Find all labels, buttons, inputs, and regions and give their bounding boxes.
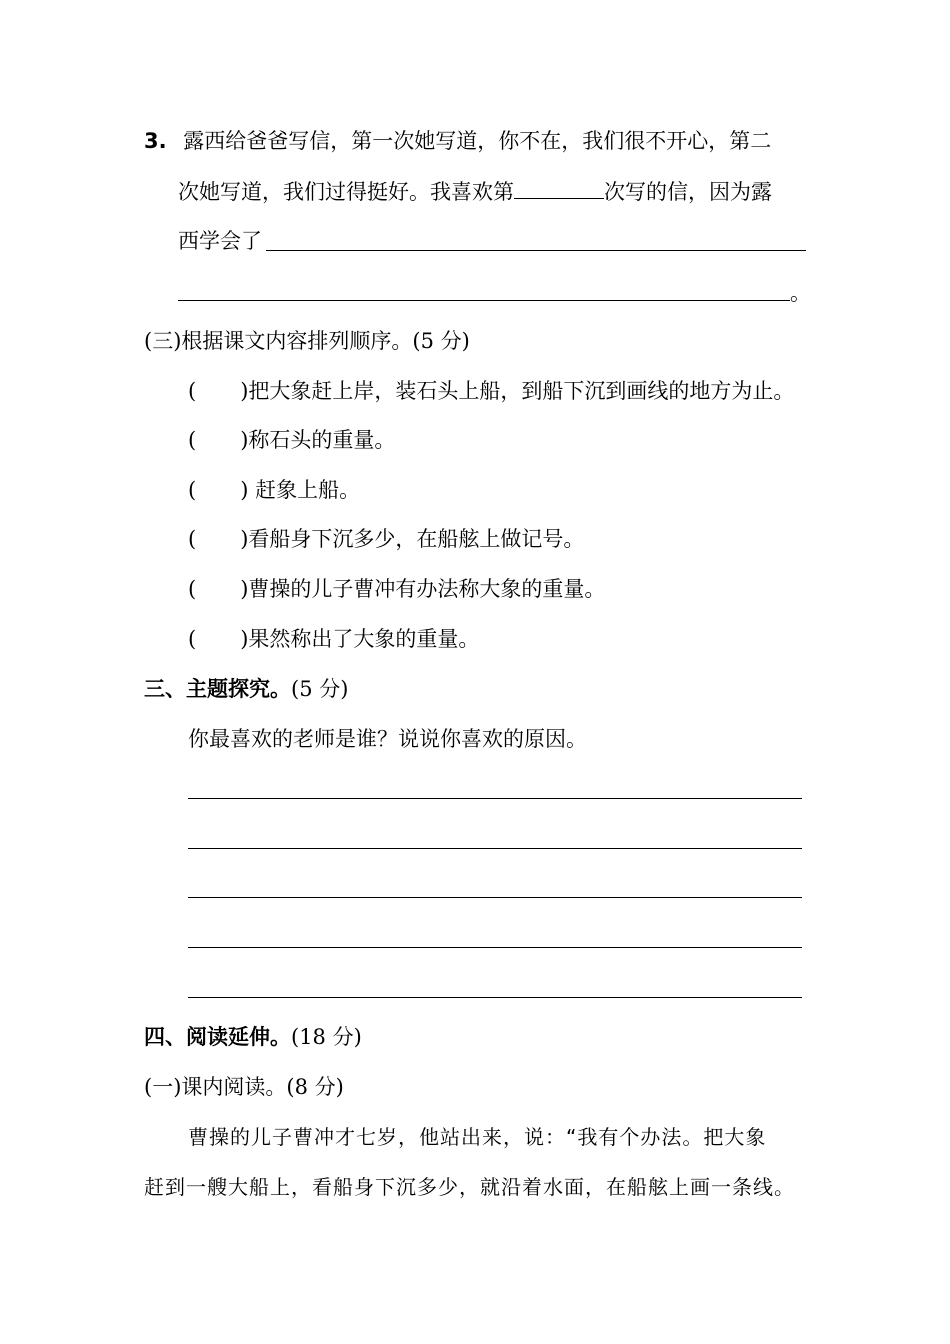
ordering-item-text: 称石头的重量。 <box>248 428 396 452</box>
ordering-item-text: 把大象赶上岸，装石头上船，到船下沉到画线的地方为止。 <box>248 379 795 403</box>
q3-line3 <box>178 226 262 256</box>
q3-text-line2b: 次写的信，因为露 <box>604 180 772 204</box>
open-paren: ( <box>188 379 197 403</box>
open-paren: ( <box>188 627 197 651</box>
open-paren: ( <box>188 478 197 502</box>
open-paren: ( <box>188 428 197 452</box>
ordering-item[interactable] <box>188 624 479 654</box>
q3-end-mark: 。 <box>790 281 811 305</box>
ordering-heading: (三)根据课文内容排列顺序。(5 分) <box>144 329 470 353</box>
ordering-item-text: 果然称出了大象的重量。 <box>248 627 480 651</box>
q3-text-line3: 西学会了 <box>178 229 262 253</box>
q3-answer-line-2[interactable] <box>178 300 790 301</box>
open-paren: ( <box>188 527 197 551</box>
q3-answer-blank-1[interactable] <box>514 176 604 199</box>
ordering-item-text: 赶象上船。 <box>248 478 361 502</box>
close-paren: ) <box>240 577 249 601</box>
reading-subheading: (一)课内阅读。(8 分) <box>144 1075 344 1099</box>
section-three-score: (5 分) <box>291 677 349 701</box>
ordering-item-text: 看船身下沉多少，在船舷上做记号。 <box>248 527 585 551</box>
close-paren: ) <box>240 627 249 651</box>
answer-line[interactable] <box>188 798 802 799</box>
ordering-item[interactable] <box>188 376 794 406</box>
q3-number: 3. <box>144 129 167 153</box>
q3-line1 <box>144 126 771 156</box>
q3-text-line1: 露西给爸爸写信，第一次她写道，你不在，我们很不开心，第二 <box>183 129 772 153</box>
passage-line-2: 赶到一艘大船上，看船身下沉多少，就沿着水面，在船舷上画一条线。 <box>144 1175 795 1199</box>
q3-text-line2a: 次她写道，我们过得挺好。我喜欢第 <box>178 180 514 204</box>
ordering-item[interactable] <box>188 425 395 455</box>
section-three-prompt: 你最喜欢的老师是谁？说说你喜欢的原因。 <box>188 727 587 751</box>
ordering-item[interactable] <box>188 475 360 505</box>
close-paren: ) <box>240 379 249 403</box>
section-three-heading <box>144 674 348 704</box>
answer-line[interactable] <box>188 848 802 849</box>
close-paren: ) <box>240 527 249 551</box>
section-three-title: 三、主题探究。 <box>144 677 291 701</box>
answer-line[interactable] <box>188 947 802 948</box>
q3-answer-line-1[interactable] <box>266 250 806 251</box>
ordering-item[interactable] <box>188 524 584 554</box>
close-paren: ) <box>240 478 249 502</box>
section-four-title: 四、阅读延伸。 <box>144 1025 291 1049</box>
section-four-score: (18 分) <box>291 1025 362 1049</box>
open-paren: ( <box>188 577 197 601</box>
close-paren: ) <box>240 428 249 452</box>
answer-line[interactable] <box>188 897 802 898</box>
section-four-heading <box>144 1022 362 1052</box>
ordering-item-text: 曹操的儿子曹冲有办法称大象的重量。 <box>248 577 606 601</box>
answer-line[interactable] <box>188 997 802 998</box>
q3-line2 <box>178 176 772 207</box>
ordering-item[interactable] <box>188 574 605 604</box>
passage-line-1: 曹操的儿子曹冲才七岁，他站出来，说：“我有个办法。把大象 <box>188 1125 767 1149</box>
